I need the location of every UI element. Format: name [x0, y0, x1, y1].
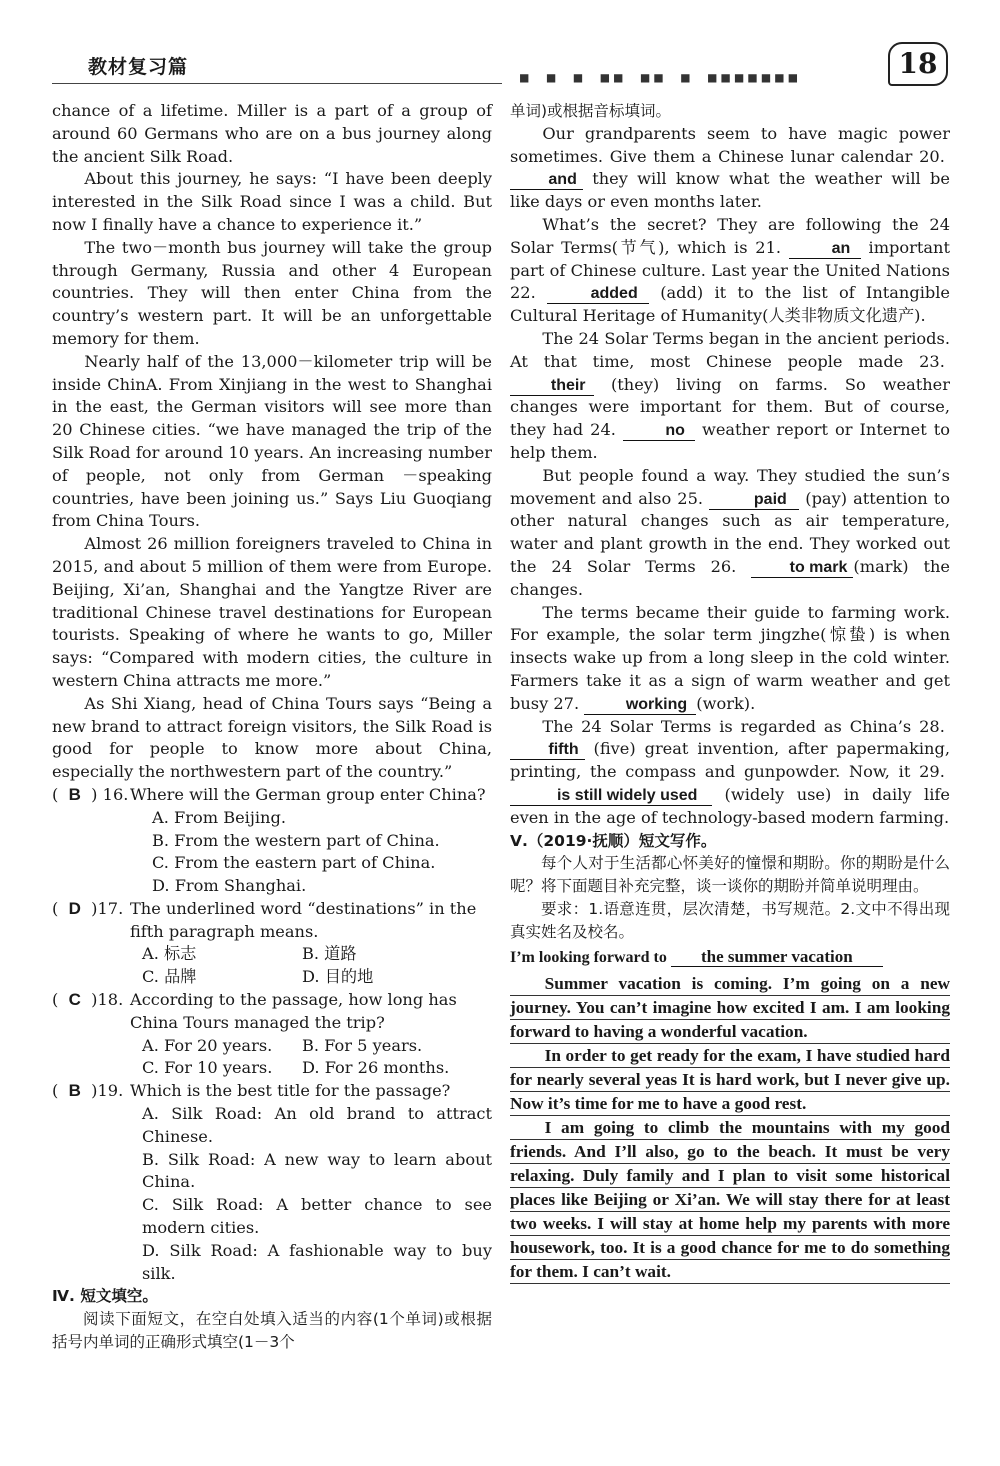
answer-28: fifth: [510, 741, 585, 760]
answer-20: and: [510, 171, 583, 190]
reading-paragraph: About this journey, he says: “I have been deeply interested in the Silk Road since I was a child. But now I finally have a chance to experience it.”: [52, 169, 492, 234]
question-19: [52, 1080, 492, 1103]
options-17: [52, 943, 492, 989]
option: B. From the western part of China.: [152, 830, 440, 850]
option: C. Silk Road: A better chance to see modern cities.: [142, 1195, 492, 1238]
right-column: [510, 100, 950, 1284]
reading-paragraph: As Shi Xiang, head of China Tours says “Being a new brand to attract foreign visitors, the Silk Road is good for people to know more about China, especially the northwestern part of the country.”: [52, 693, 492, 782]
answer-25: paid: [709, 491, 799, 510]
option: C. From the eastern part of China.: [152, 853, 436, 873]
option: A. Silk Road: An old brand to attract Chinese.: [142, 1104, 492, 1146]
answer-mark: ( B )19.: [52, 1081, 124, 1101]
question-16: [52, 784, 492, 807]
cloze-paragraph: What’s the secret? They are following the 24 Solar Terms(节气), which is 21. an important part of Chinese culture. Last year the United Nations 22. added (add) it to the list of Intangible Cultural Heritage of Humanity(人类非物质文化遗产).: [510, 214, 950, 326]
header-decoration: ■ ■ ■ ■■ ■■ ■ ■■■■■■■: [520, 70, 803, 86]
answer-27: working: [584, 696, 696, 715]
answer-mark: ( C )18.: [52, 990, 124, 1010]
question-17: [52, 898, 492, 944]
option: D. For 26 months.: [302, 1058, 450, 1078]
options-18: [52, 1035, 492, 1081]
header-title: 教材复习篇: [88, 56, 189, 78]
instructions-continued: 单词)或根据音标填词。: [510, 102, 672, 120]
cloze-paragraph: The 24 Solar Terms began in the ancient periods. At that time, most Chinese people made 23. their (they) living on farms. So weather changes were important for them. But of course, they had 24. no weather report or Internet to help them.: [510, 328, 950, 462]
option: A. 标志: [142, 944, 197, 964]
reading-paragraph: Almost 26 million foreigners traveled to China in 2015, and about 5 million of them were from Europe. Beijing, Xi’an, Shanghai and the Yangtze River are traditional Chinese travel destinations for European tourists. Speaking of where he wants to go, Miller says: “Compared with modern cities, the culture in western China attracts me more.”: [52, 534, 492, 690]
essay-paragraph: Summer vacation is coming. I’m going on a new journey. You can’t imagine how excited I am. I am looking forward to having a wonderful vacation.: [510, 974, 950, 1042]
section-4-heading: Ⅳ. 短文填空。: [52, 1287, 158, 1306]
question-stem: The underlined word “destinations” in the fifth paragraph means.: [130, 898, 477, 941]
option: A. For 20 years.: [142, 1035, 273, 1055]
answer-29: is still widely used: [510, 787, 712, 806]
reading-paragraph: chance of a lifetime. Miller is a part of a group of around 60 Germans who are on a bus journey along the ancient Silk Road.: [52, 101, 492, 166]
option: D. From Shanghai.: [152, 876, 307, 896]
answer-21: an: [789, 240, 861, 259]
left-column: [52, 100, 492, 1354]
question-stem: According to the passage, how long has China Tours managed the trip?: [130, 990, 457, 1032]
answer-24: no: [623, 422, 695, 441]
option: C. For 10 years.: [142, 1058, 273, 1078]
reading-paragraph: The two－month bus journey will take the group through Germany, Russia and other 4 European countries. They will then enter China from the country’s western part. It will be an unforgettable memory for them.: [52, 237, 492, 348]
section-5-requirements: 要求：1.语意连贯，层次清楚，书写规范。2.文中不得出现真实姓名及校名。: [510, 899, 950, 941]
option: B. For 5 years.: [302, 1035, 423, 1055]
option: B. Silk Road: A new way to learn about China.: [142, 1149, 492, 1192]
essay-title: I’m looking forward to the summer vacation: [510, 947, 950, 970]
question-18: [52, 989, 492, 1035]
option: B. 道路: [302, 944, 357, 964]
option: D. 目的地: [302, 967, 374, 987]
header-rule: [52, 83, 502, 84]
question-stem: Where will the German group enter China?: [130, 784, 486, 804]
section-5-prompt: 每个人对于生活都心怀美好的憧憬和期盼。你的期盼是什么呢？将下面题目补充完整，谈一谈你的期盼并简单说明理由。: [510, 854, 950, 896]
section-4-instructions: 阅读下面短文，在空白处填入适当的内容(1个单词)或根据括号内单词的正确形式填空(1－3个: [52, 1310, 492, 1352]
option: A. From Beijing.: [152, 807, 286, 827]
question-stem: Which is the best title for the passage?: [130, 1081, 451, 1101]
reading-paragraph: Nearly half of the 13,000－kilometer trip will be inside ChinA. From Xinjiang in the west to Shanghai in the east, the German visitors will see more than 20 Chinese cities. “we have managed the trip of the Silk Road for around 10 years. An increasing number of people, not only from German －speaking countries, have been joining us.” Says Liu Guoqiang from China Tours.: [52, 351, 492, 531]
options-19: [52, 1103, 492, 1285]
essay-paragraph: I am going to climb the mountains with my good friends. And I’ll also, go to the beach. It must be very relaxing. Duly family and I plan to visit some historical places like Beijing or Xi’an. We will stay there for at least two weeks. I will stay at home help my parents with more housework, too. It is a good chance for me to do something for them. I can’t wait.: [510, 1118, 950, 1282]
page-number: 18: [888, 42, 948, 86]
essay-body: [510, 972, 950, 1284]
options-16: [52, 807, 492, 898]
essay-paragraph: In order to get ready for the exam, I have studied hard for nearly several yeas It is hard work, but I never give up. Now it’s time for me to have a good rest.: [510, 1046, 950, 1114]
essay-title-blank: the summer vacation: [671, 948, 883, 967]
answer-22: added: [547, 285, 649, 304]
option: C. 品牌: [142, 967, 197, 987]
answer-mark: ( B ) 16.: [52, 784, 129, 804]
answer-mark: ( D )17.: [52, 898, 124, 918]
cloze-paragraph: The 24 Solar Terms is regarded as China’s 28. fifth (five) great invention, after papermaking, printing, the compass and gunpowder. Now, it 29. is still widely used (widely use) in daily life even in the age of technology-based modern farming.: [510, 716, 950, 827]
answer-23: their: [510, 377, 594, 396]
section-5-heading: Ⅴ.（2019·抚顺）短文写作。: [510, 831, 717, 850]
cloze-paragraph: But people found a way. They studied the sun’s movement and also 25. paid (pay) attention to other natural changes such as air temperature, water and plant growth in the end. They worked out the 24 Solar Terms 26. to mark (mark) the changes.: [510, 465, 950, 599]
cloze-paragraph: Our grandparents seem to have magic power sometimes. Give them a Chinese lunar calendar 20. and they will know what the weather will be like days or even months later.: [510, 123, 950, 212]
cloze-paragraph: The terms became their guide to farming work. For example, the solar term jingzhe(惊蛰) is when insects wake up from a long sleep in the cold winter. Farmers take it as a sign of warm weather and get busy 27. working (work).: [510, 602, 950, 713]
answer-26: to mark: [751, 559, 853, 578]
option: D. Silk Road: A fashionable way to buy silk.: [142, 1240, 492, 1283]
